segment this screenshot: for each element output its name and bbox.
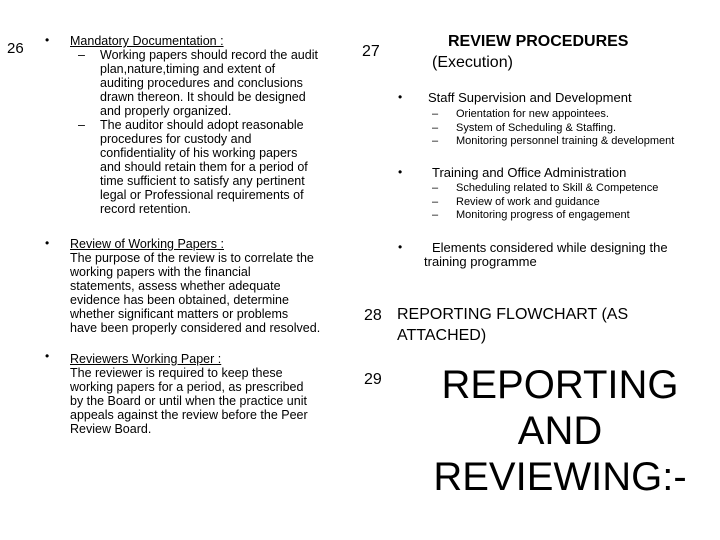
bullet-icon: • — [45, 349, 50, 363]
subitem-working-papers: – Working papers should record the audit plan,nature,timing and extent of auditing procedures and conclusions drawn thereon. It should be designed and properly organized. — [78, 48, 318, 118]
reporting-reviewing-heading — [400, 362, 720, 500]
sub-monitoring-progress: – Monitoring progress of engagement — [432, 209, 630, 221]
bullet-icon: • — [398, 165, 403, 179]
sub-orientation: – Orientation for new appointees. — [432, 108, 609, 120]
heading-line-reporting: REPORTING — [441, 363, 679, 407]
sub-scheduling-staffing: – System of Scheduling & Staffing. — [432, 121, 616, 134]
heading-line-and: AND — [517, 409, 603, 453]
mandatory-documentation-block — [70, 34, 360, 216]
mandatory-documentation-heading: Mandatory Documentation : — [70, 34, 224, 48]
slide-number-26: 26 — [7, 40, 24, 57]
bullet-icon: • — [45, 33, 50, 47]
dash-icon: – — [432, 209, 439, 221]
elements-considered-label: Elements considered while designing the — [432, 240, 668, 255]
bullet-icon: • — [45, 236, 50, 250]
dash-icon: – — [78, 118, 85, 132]
reporting-flowchart-line1: REPORTING FLOWCHART (AS — [397, 306, 629, 323]
training-office-subs — [432, 182, 658, 223]
reviewers-working-paper-heading: Reviewers Working Paper : — [70, 352, 222, 366]
sub-review-guidance: – Review of work and guidance — [432, 195, 600, 208]
dash-icon: – — [432, 135, 439, 147]
reporting-flowchart-line2: ATTACHED) — [397, 327, 487, 344]
training-office-label: Training and Office Administration — [432, 165, 627, 180]
right-panel — [360, 0, 720, 540]
bullet-icon: • — [398, 90, 403, 104]
slide-number-29: 29 — [364, 371, 382, 388]
elements-considered-label-2: training programme — [424, 254, 537, 269]
staff-supervision-subs — [432, 108, 674, 149]
heading-line-reviewing: REVIEWING:- — [433, 455, 687, 499]
dash-icon: – — [432, 108, 439, 120]
subitem-auditor-custody: – The auditor should adopt reasonable procedures for custody and confidentiality of his working papers and should retain them for a period of time sufficient to satisfy any pertinent legal or Professional requirements of record retention. — [78, 118, 308, 216]
slide-number-28: 28 — [364, 307, 382, 324]
review-procedures-subtitle: (Execution) — [432, 54, 513, 71]
sub-monitoring-training: – Monitoring personnel training & development — [432, 135, 675, 147]
dash-icon: – — [432, 121, 439, 134]
dash-icon: – — [78, 48, 85, 62]
reviewers-working-paper-block: Reviewers Working Paper : The reviewer is required to keep these working papers for a period, as prescribed by the Board or until when the practice unit appeals against the review before the Peer Review Board. — [70, 352, 360, 436]
review-of-working-papers-block: Review of Working Papers : The purpose of the review is to correlate the working papers with the financial statements, assess whether adequate evidence has been obtained, determine whether significant matters or problems have been properly considered and resolved. — [70, 237, 360, 335]
staff-supervision-label: Staff Supervision and Development — [428, 90, 632, 105]
sub-scheduling-skill: – Scheduling related to Skill & Competence — [432, 182, 659, 194]
slide-number-27: 27 — [362, 43, 380, 60]
dash-icon: – — [432, 195, 439, 208]
review-procedures-title: REVIEW PROCEDURES — [448, 33, 629, 50]
dash-icon: – — [432, 182, 439, 194]
bullet-icon: • — [398, 240, 403, 254]
review-working-papers-heading: Review of Working Papers : — [70, 237, 224, 251]
